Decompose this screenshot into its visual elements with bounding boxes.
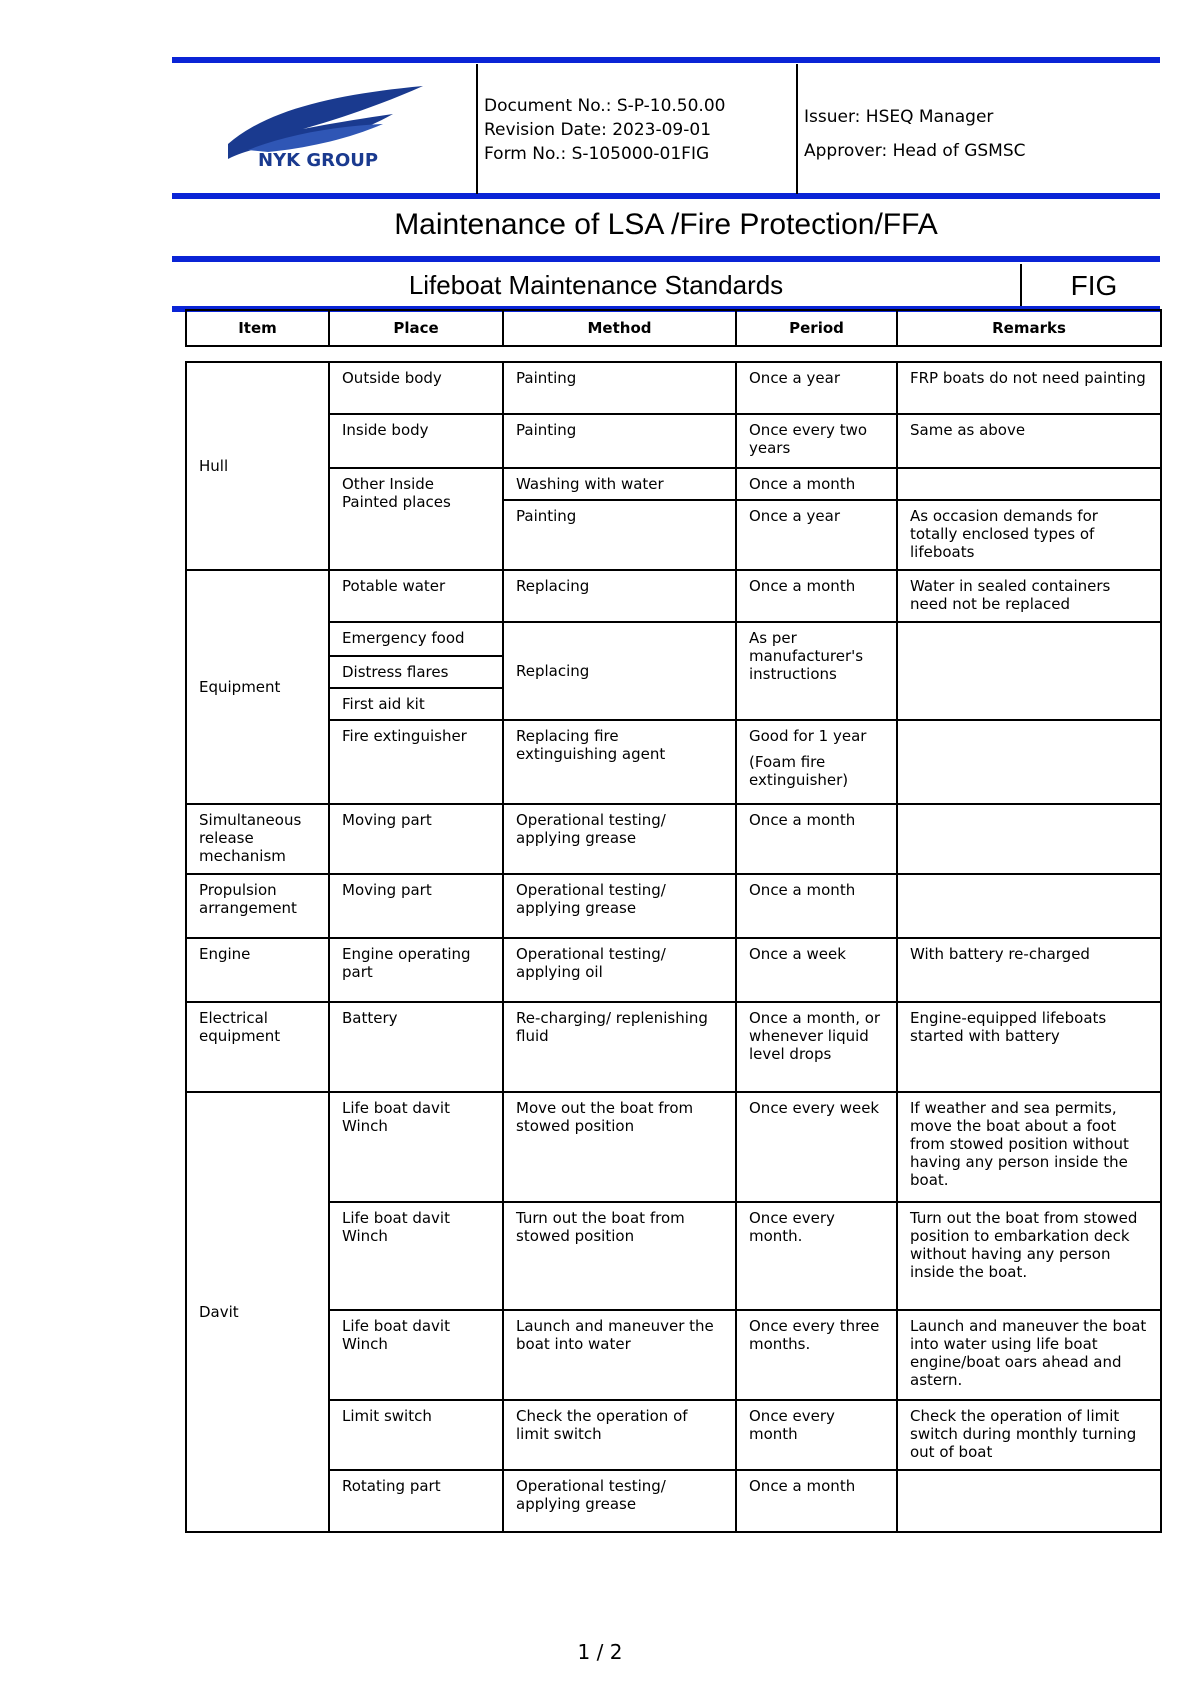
remarks-cell: Engine-equipped lifeboats started with battery bbox=[897, 1002, 1161, 1092]
title-rule bbox=[172, 256, 1160, 262]
remarks-cell: Check the operation of limit switch during monthly turning out of boat bbox=[897, 1400, 1161, 1470]
method-cell: Operational testing/ applying grease bbox=[503, 1470, 736, 1532]
remarks-cell: Same as above bbox=[897, 414, 1161, 468]
table-row bbox=[186, 570, 1161, 622]
table-row bbox=[186, 622, 1161, 656]
period-cell: Once a month bbox=[736, 468, 897, 500]
method-cell: Operational testing/ applying grease bbox=[503, 874, 736, 938]
period-cell: As per manufacturer's instructions bbox=[736, 622, 897, 720]
issuer: Issuer: HSEQ Manager bbox=[804, 107, 994, 127]
table-row bbox=[186, 1470, 1161, 1532]
method-cell: Launch and maneuver the boat into water bbox=[503, 1310, 736, 1400]
maintenance-table bbox=[185, 361, 1162, 1533]
table-row bbox=[186, 720, 1161, 804]
period-cell: Once every month. bbox=[736, 1202, 897, 1310]
period-cell bbox=[736, 720, 897, 804]
place-cell: Fire extinguisher bbox=[329, 720, 503, 804]
method-cell: Operational testing/ applying oil bbox=[503, 938, 736, 1002]
period-cell: Once a month bbox=[736, 1470, 897, 1532]
remarks-cell: FRP boats do not need painting bbox=[897, 362, 1161, 414]
period-cell: Once a month bbox=[736, 804, 897, 874]
revision-date: Revision Date: 2023-09-01 bbox=[484, 120, 712, 140]
subtitle: Lifeboat Maintenance Standards bbox=[408, 270, 784, 300]
place-cell: Outside body bbox=[329, 362, 503, 414]
table-row bbox=[186, 938, 1161, 1002]
period-cell: Once a week bbox=[736, 938, 897, 1002]
place-cell: Life boat davit Winch bbox=[329, 1202, 503, 1310]
place-cell: Other Inside Painted places bbox=[329, 468, 503, 570]
remarks-cell: Launch and maneuver the boat into water using life boat engine/boat oars ahead and astern. bbox=[897, 1310, 1161, 1400]
period-cell: Once a month bbox=[736, 570, 897, 622]
document-no: Document No.: S-P-10.50.00 bbox=[484, 96, 726, 116]
item-cell: Simultaneous release mechanism bbox=[186, 804, 329, 874]
period-cell: Once a month bbox=[736, 874, 897, 938]
table-row bbox=[186, 874, 1161, 938]
table-row bbox=[186, 1400, 1161, 1470]
remarks-cell: As occasion demands for totally enclosed types of lifeboats bbox=[897, 500, 1161, 570]
item-cell: Propulsion arrangement bbox=[186, 874, 329, 938]
fig-label: FIG bbox=[1070, 270, 1118, 301]
method-cell: Turn out the boat from stowed position bbox=[503, 1202, 736, 1310]
header-top-rule bbox=[172, 57, 1160, 63]
place-cell: Limit switch bbox=[329, 1400, 503, 1470]
place-cell: Moving part bbox=[329, 804, 503, 874]
item-cell: Electrical equipment bbox=[186, 1002, 329, 1092]
col-period: Period bbox=[736, 310, 897, 346]
item-cell: Engine bbox=[186, 938, 329, 1002]
page-title: Maintenance of LSA /Fire Protection/FFA bbox=[394, 208, 938, 241]
remarks-cell bbox=[897, 468, 1161, 500]
col-place: Place bbox=[329, 310, 503, 346]
method-cell: Replacing bbox=[503, 622, 736, 720]
table-row bbox=[186, 1002, 1161, 1092]
nyk-group-logo bbox=[208, 64, 438, 194]
col-method: Method bbox=[503, 310, 736, 346]
method-cell: Replacing fire extinguishing agent bbox=[503, 720, 736, 804]
document-meta bbox=[484, 94, 725, 166]
place-cell: Life boat davit Winch bbox=[329, 1310, 503, 1400]
table-row bbox=[186, 414, 1161, 468]
method-cell: Painting bbox=[503, 414, 736, 468]
table-row bbox=[186, 1310, 1161, 1400]
remarks-cell: With battery re-charged bbox=[897, 938, 1161, 1002]
table-row bbox=[186, 1092, 1161, 1202]
remarks-cell bbox=[897, 804, 1161, 874]
place-cell: Potable water bbox=[329, 570, 503, 622]
period-cell: Once a year bbox=[736, 500, 897, 570]
remarks-cell bbox=[897, 874, 1161, 938]
method-cell: Re-charging/ replenishing fluid bbox=[503, 1002, 736, 1092]
fig-divider bbox=[1020, 264, 1022, 306]
item-cell: Hull bbox=[186, 362, 329, 570]
remarks-cell bbox=[897, 720, 1161, 804]
table-row bbox=[186, 1202, 1161, 1310]
method-cell: Painting bbox=[503, 362, 736, 414]
remarks-cell bbox=[897, 622, 1161, 720]
method-cell: Move out the boat from stowed position bbox=[503, 1092, 736, 1202]
page-number: 1 / 2 bbox=[577, 1640, 623, 1664]
column-header-table bbox=[185, 309, 1162, 347]
period-note: (Foam fire extinguisher) bbox=[749, 753, 849, 789]
subtitle-bar bbox=[172, 264, 1160, 306]
period-cell: Once a month, or whenever liquid level drops bbox=[736, 1002, 897, 1092]
period-cell: Once every month bbox=[736, 1400, 897, 1470]
table-row bbox=[186, 804, 1161, 874]
logo-wordmark: NYK GROUP bbox=[258, 150, 379, 171]
form-no: Form No.: S-105000-01FIG bbox=[484, 144, 710, 164]
remarks-cell: Water in sealed containers need not be replaced bbox=[897, 570, 1161, 622]
period-cell: Once every two years bbox=[736, 414, 897, 468]
place-cell: Inside body bbox=[329, 414, 503, 468]
place-cell: Distress flares bbox=[329, 656, 503, 688]
method-cell: Painting bbox=[503, 500, 736, 570]
method-cell: Washing with water bbox=[503, 468, 736, 500]
remarks-cell: Turn out the boat from stowed position to embarkation deck without having any person inside the boat. bbox=[897, 1202, 1161, 1310]
remarks-cell: If weather and sea permits, move the boat about a foot from stowed position without having any person inside the boat. bbox=[897, 1092, 1161, 1202]
period-text: Good for 1 year bbox=[749, 727, 867, 745]
place-cell: Battery bbox=[329, 1002, 503, 1092]
place-cell: First aid kit bbox=[329, 688, 503, 720]
header-divider-1 bbox=[476, 64, 478, 194]
method-cell: Replacing bbox=[503, 570, 736, 622]
table-row bbox=[186, 468, 1161, 500]
approver: Approver: Head of GSMSC bbox=[804, 141, 1026, 161]
period-cell: Once every week bbox=[736, 1092, 897, 1202]
method-cell: Operational testing/ applying grease bbox=[503, 804, 736, 874]
place-cell: Life boat davit Winch bbox=[329, 1092, 503, 1202]
period-cell: Once a year bbox=[736, 362, 897, 414]
method-cell: Check the operation of limit switch bbox=[503, 1400, 736, 1470]
header-divider-2 bbox=[796, 64, 798, 194]
place-cell: Emergency food bbox=[329, 622, 503, 656]
approval-meta bbox=[804, 100, 1026, 168]
place-cell: Rotating part bbox=[329, 1470, 503, 1532]
period-cell: Once every three months. bbox=[736, 1310, 897, 1400]
table-row bbox=[186, 362, 1161, 414]
place-cell: Engine operating part bbox=[329, 938, 503, 1002]
item-cell: Davit bbox=[186, 1092, 329, 1532]
remarks-cell bbox=[897, 1470, 1161, 1532]
col-remarks: Remarks bbox=[897, 310, 1161, 346]
document-header bbox=[172, 64, 1160, 194]
place-cell: Moving part bbox=[329, 874, 503, 938]
col-item: Item bbox=[186, 310, 329, 346]
item-cell: Equipment bbox=[186, 570, 329, 804]
